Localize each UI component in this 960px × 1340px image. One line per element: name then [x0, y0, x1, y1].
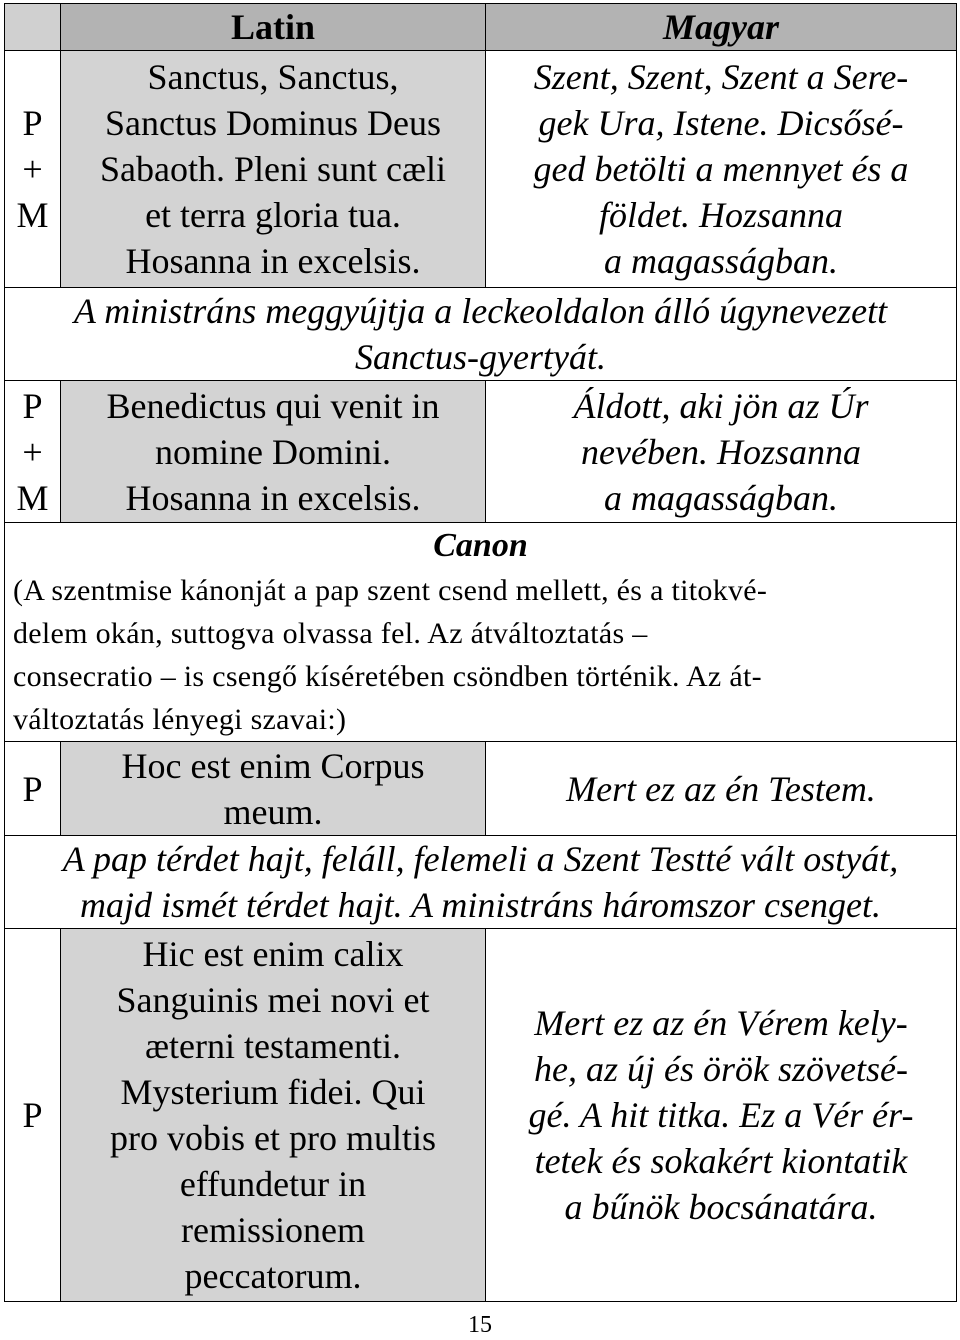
- rubric-row-2: [5, 836, 957, 929]
- liturgy-table: [4, 3, 957, 1302]
- benedictus-speaker: P + M: [5, 381, 61, 523]
- sanctus-speaker: P + M: [5, 51, 61, 288]
- header-latin: Latin: [61, 4, 486, 51]
- rubric-row-1: [5, 288, 957, 381]
- calix-row: [5, 929, 957, 1302]
- header-row: [5, 4, 957, 51]
- sanctus-row: [5, 51, 957, 288]
- calix-latin: Hic est enim calix Sanguinis mei novi et æterni testamenti. Mysterium fidei. Qui pro vobis et pro multis effundetur in remissionem peccatorum.: [61, 929, 486, 1302]
- canon-cell: [5, 523, 957, 742]
- page-number: 15: [468, 1312, 492, 1338]
- hoc-magyar: Mert ez az én Testem.: [486, 742, 957, 836]
- benedictus-magyar: Áldott, aki jön az Úr nevében. Hozsanna a magasságban.: [486, 381, 957, 523]
- canon-title: Canon: [433, 527, 528, 564]
- header-magyar: Magyar: [486, 4, 957, 51]
- benedictus-latin: Benedictus qui venit in nomine Domini. Hosanna in excelsis.: [61, 381, 486, 523]
- header-speaker-cell: [5, 4, 61, 51]
- sanctus-magyar: Szent, Szent, Szent a Sere- gek Ura, Istene. Dicsősé- ged betölti a mennyet és a földet. Hozsanna a magasságban.: [486, 51, 957, 288]
- hoc-row: [5, 742, 957, 836]
- rubric-sanctus-candle: A ministráns meggyújtja a leckeoldalon álló úgynevezett Sanctus-gyertyát.: [5, 288, 957, 381]
- canon-row: [5, 523, 957, 742]
- benedictus-row: [5, 381, 957, 523]
- hoc-latin: Hoc est enim Corpus meum.: [61, 742, 486, 836]
- canon-text: (A szentmise kánonját a pap szent csend mellett, és a titokvé- delem okán, suttogva olvassa fel. Az átváltoztatás – consecratio – is csengő kíséretében csöndben történik. Az át- változtatás lényegi szavai:): [13, 574, 768, 736]
- calix-speaker: P: [5, 929, 61, 1302]
- hoc-speaker: P: [5, 742, 61, 836]
- sanctus-latin: Sanctus, Sanctus, Sanctus Dominus Deus Sabaoth. Pleni sunt cæli et terra gloria tua. Hosanna in excelsis.: [61, 51, 486, 288]
- calix-magyar: Mert ez az én Vérem kely- he, az új és örök szövetsé- gé. A hit titka. Ez a Vér ér- tetek és sokakért kiontatik a bűnök bocsánatára.: [486, 929, 957, 1302]
- rubric-elevation: A pap térdet hajt, feláll, felemeli a Szent Testté vált ostyát, majd ismét térdet hajt. A ministráns háromszor csenget.: [5, 836, 957, 929]
